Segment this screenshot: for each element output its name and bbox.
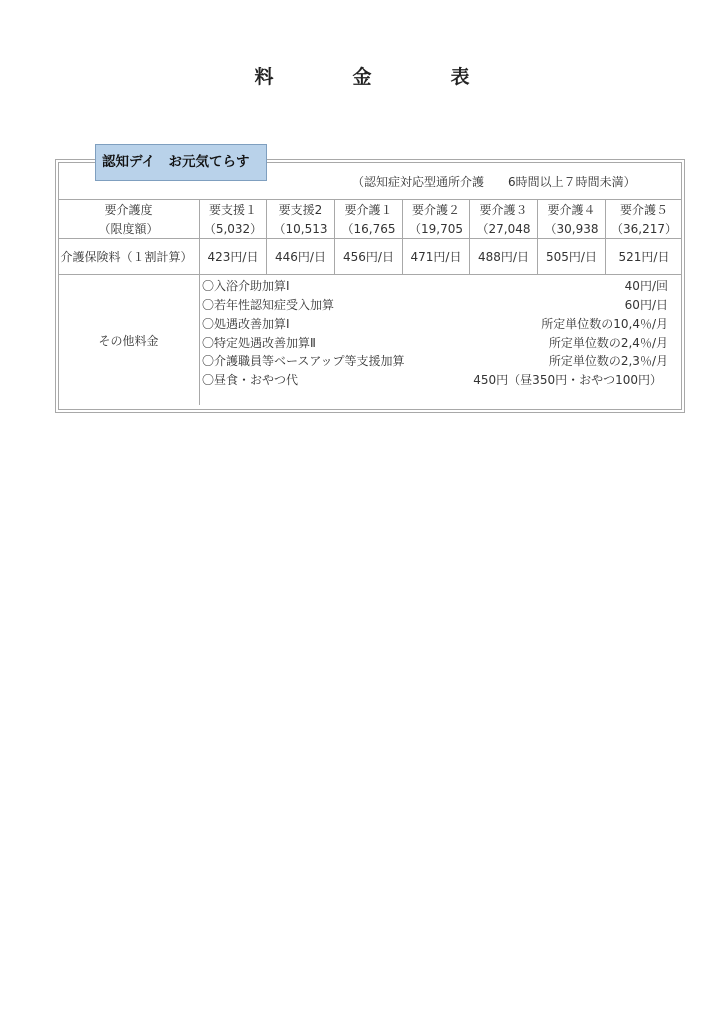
- extra-fee-name: 〇特定処遇改善加算Ⅱ: [202, 336, 316, 350]
- row-label-level: 要介護度: [104, 203, 153, 217]
- extra-fee-name: 〇処遇改善加算Ⅰ: [202, 317, 290, 331]
- extra-fee-value: 所定単位数の2,4％/月: [548, 336, 668, 350]
- page-title: 料 金 表: [254, 66, 500, 88]
- row-divider: [58, 199, 682, 200]
- level-limit: （27,048: [476, 222, 531, 236]
- level-name: 要介護５: [619, 203, 668, 217]
- extra-fee-name: 〇入浴介助加算Ⅰ: [202, 279, 290, 293]
- row-label-limit: （限度額）: [98, 222, 159, 236]
- extra-fee-name: 〇若年性認知症受入加算: [202, 298, 335, 312]
- level-fee: 471円/日: [410, 250, 462, 264]
- extra-fee-value: 所定単位数の10,4％/月: [541, 317, 668, 331]
- level-fee: 423円/日: [207, 250, 259, 264]
- level-limit: （36,217）: [611, 222, 677, 236]
- column-divider: [199, 274, 200, 405]
- level-fee: 488円/日: [478, 250, 529, 264]
- level-name: 要支援2: [278, 203, 323, 217]
- level-limit: （10,513: [273, 222, 328, 236]
- extra-fee-value: 450円（昼350円・おやつ100円）: [473, 373, 662, 387]
- level-limit: （30,938: [544, 222, 599, 236]
- service-subtitle: （認知症対応型通所介護 6時間以上７時間未満）: [352, 175, 636, 189]
- level-name: 要介護１: [344, 203, 393, 217]
- section-badge: 認知デイ お元気てらす: [95, 144, 267, 181]
- level-name: 要介護４: [547, 203, 596, 217]
- row-divider: [58, 238, 682, 239]
- extra-fee-name: 〇介護職員等ベースアップ等支援加算: [202, 354, 405, 368]
- level-fee: 456円/日: [343, 250, 394, 264]
- level-limit: （19,705: [409, 222, 463, 236]
- level-fee: 446円/日: [275, 250, 326, 264]
- row-divider: [58, 274, 682, 275]
- row-label-fee: 介護保険料（１割計算）: [60, 250, 193, 264]
- level-limit: （5,032）: [203, 222, 263, 236]
- level-name: 要介護２: [411, 203, 460, 217]
- level-limit: （16,765: [341, 222, 396, 236]
- extra-fee-value: 40円/回: [624, 279, 668, 293]
- level-name: 要支援１: [208, 203, 257, 217]
- extra-fee-name: 〇昼食・おやつ代: [202, 373, 299, 387]
- level-name: 要介護３: [479, 203, 528, 217]
- extra-fee-value: 60円/日: [624, 298, 668, 312]
- extra-fee-value: 所定単位数の2,3％/月: [548, 354, 668, 368]
- level-fee: 505円/日: [546, 250, 597, 264]
- row-label-other: その他料金: [98, 334, 159, 348]
- level-fee: 521円/日: [618, 250, 670, 264]
